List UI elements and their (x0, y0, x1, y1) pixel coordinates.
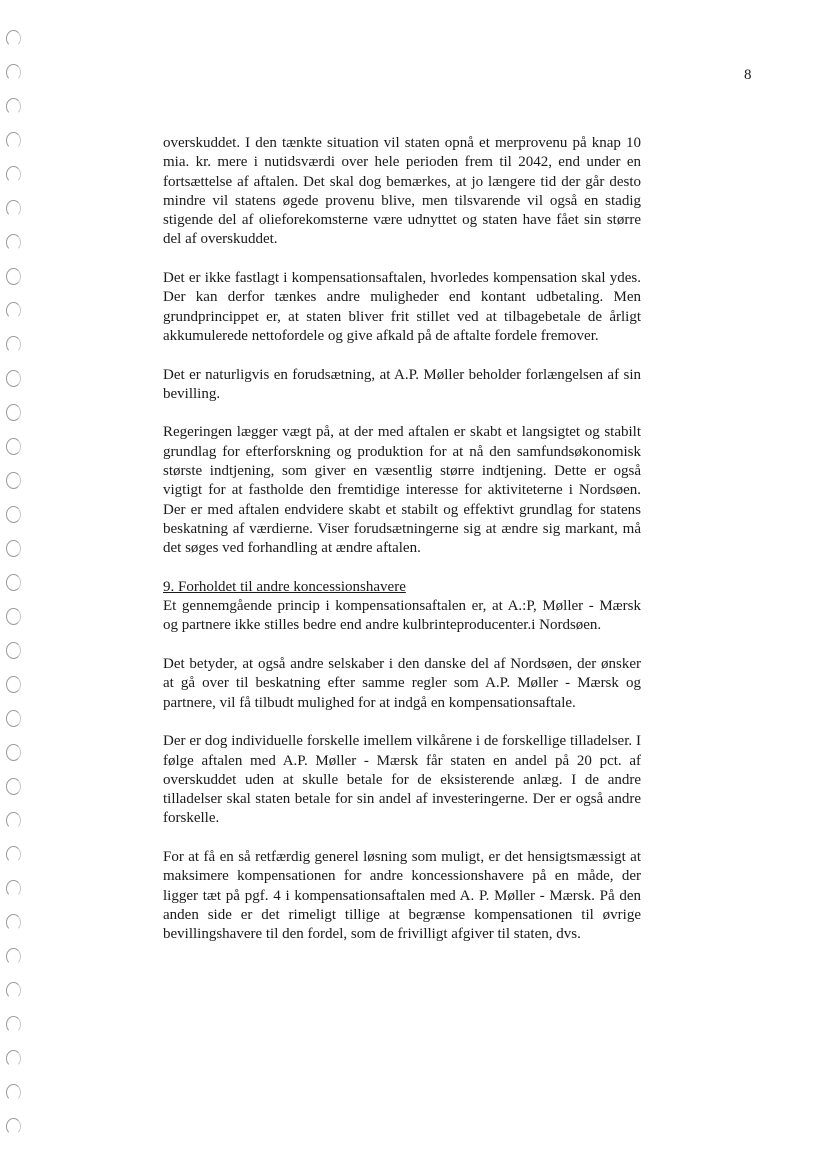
section-heading: 9. Forholdet til andre koncessionshavere (163, 578, 406, 595)
page-number: 8 (744, 67, 752, 83)
binder-hole-mark (6, 472, 21, 489)
binder-hole-mark (6, 540, 21, 557)
binder-hole-mark (6, 880, 21, 897)
binder-hole-mark (6, 846, 21, 863)
binder-hole-mark (6, 438, 21, 455)
binder-hole-mark (6, 302, 21, 319)
binder-hole-mark (6, 404, 21, 421)
binder-hole-mark (6, 200, 21, 217)
paragraph: Det er ikke fastlagt i kompensationsaftalen, hvorledes kompensation skal ydes. Der kan derfor tænkes andre muligheder end kontant udbetaling. Men grundprincippet er, at staten bliver frit stillet ved at tilbagebetale de årligt akkumulerede nettofordele og give afkald på de aftalte fordele fremover. (163, 270, 641, 344)
paragraph: Der er dog individuelle forskelle imellem vilkårene i de forskellige tilladelser. I følge aftalen med A.P. Møller - Mærsk får staten en andel på 20 pct. af overskuddet uden at skulle betale for de eksisterende anlæg. I de andre tilladelser skal staten betale for sin andel af investeringerne. Der er også andre forskelle. (163, 733, 641, 827)
binder-hole-mark (6, 744, 21, 761)
binder-hole-mark (6, 710, 21, 727)
binder-hole-mark (6, 132, 21, 149)
binder-hole-mark (6, 30, 21, 47)
binder-hole-mark (6, 336, 21, 353)
section-block (163, 578, 641, 636)
binder-hole-mark (6, 812, 21, 829)
binder-hole-mark (6, 1118, 21, 1135)
paragraph: Det er naturligvis en forudsætning, at A.P. Møller beholder forlængelsen af sin bevilling. (163, 366, 641, 402)
binder-hole-mark (6, 676, 21, 693)
binder-hole-mark (6, 574, 21, 591)
binder-hole-mark (6, 982, 21, 999)
binder-hole-mark (6, 1050, 21, 1067)
binder-hole-mark (6, 166, 21, 183)
binder-hole-mark (6, 506, 21, 523)
binder-hole-mark (6, 608, 21, 625)
binder-hole-mark (6, 914, 21, 931)
binder-hole-mark (6, 1084, 21, 1101)
binder-hole-mark (6, 1016, 21, 1033)
binder-hole-mark (6, 234, 21, 251)
binder-hole-mark (6, 948, 21, 965)
binder-hole-mark (6, 64, 21, 81)
paragraph: Regeringen lægger vægt på, at der med aftalen er skabt et langsigtet og stabilt grundlag for efterforskning og produktion for at nå den samfundsøkonomisk største indtjening, som giver en væsentlig større indtjening. Dette er også vigtigt for at fastholde den fremtidige interesse for aktiviteterne i Nordsøen. Der er med aftalen endvidere skabt et stabilt og effektivt grundlag for statens beskatning af værdierne. Viser forudsætningerne sig at ændre sig markant, må det søges ved forhandling at ændre aftalen. (163, 424, 641, 557)
paragraph: For at få en så retfærdig generel løsning som muligt, er det hensigtsmæssigt at maksimere kompensationen for andre koncessionshavere på en måde, der ligger tæt på pgf. 4 i kompensationsaftalen med A. P. Møller - Mærsk. På den anden side er det rimeligt tillige at begrænse kompensationen til øvrige bevillingshavere til den fordel, som de frivilligt afgiver til staten, dvs. (163, 848, 641, 943)
binder-hole-mark (6, 778, 21, 795)
paragraph: overskuddet. I den tænkte situation vil staten opnå et merprovenu på knap 10 mia. kr. mere i nutidsværdi over hele perioden frem til 2042, end under en fortsættelse af aftalen. Det skal dog bemærkes, at jo længere tid der går desto mindre vil statens øgede provenu blive, men tilsvarende vil også en stadig stigende del af olieforekomsterne være udnyttet og staten have fået sin større del af overskuddet. (163, 135, 641, 248)
binder-hole-mark (6, 370, 21, 387)
paragraph: Det betyder, at også andre selskaber i den danske del af Nordsøen, der ønsker at gå over til beskatning efter samme regler som A.P. Møller - Mærsk og partnere, vil få tilbudt mulighed for at indgå en kompensationsaftale. (163, 656, 641, 711)
binder-hole-mark (6, 268, 21, 285)
paragraph: Et gennemgående princip i kompensationsaftalen er, at A.:P, Møller - Mærsk og partnere ikke stilles bedre end andre kulbrinteproducenter.i Nordsøen. (163, 598, 641, 634)
binder-hole-mark (6, 642, 21, 659)
document-body (163, 134, 641, 964)
binder-hole-marks (6, 30, 22, 1160)
binder-hole-mark (6, 98, 21, 115)
